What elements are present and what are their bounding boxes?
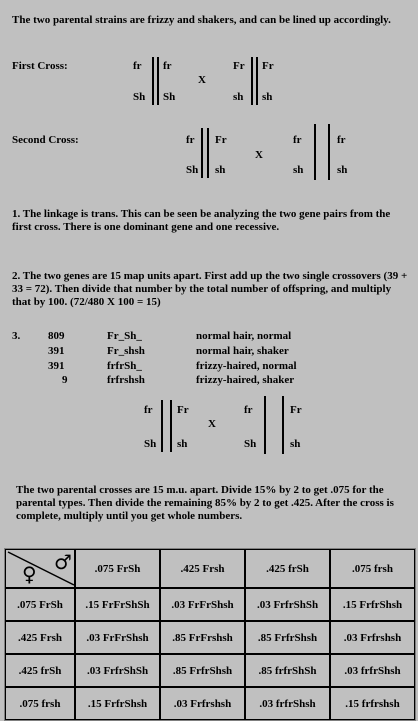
cross-x-symbol: X	[208, 418, 216, 430]
chromosome-bar	[328, 124, 330, 180]
chromosome-bar	[264, 396, 266, 454]
allele-label: sh	[233, 91, 244, 103]
allele-label: Fr	[215, 134, 227, 146]
chromosome-bar	[157, 57, 159, 105]
table-cell: .03 FrFrShsh	[75, 621, 160, 654]
offspring-count: 391	[48, 360, 65, 372]
allele-label: Sh	[186, 164, 199, 176]
offspring-phenotype: frizzy-haired, normal	[196, 360, 297, 372]
allele-label: Fr	[262, 60, 274, 72]
allele-label: sh	[337, 164, 348, 176]
chromosome-bar	[152, 57, 154, 105]
chromosome-bar	[282, 396, 284, 454]
sex-symbols-diagram	[6, 550, 76, 587]
table-cell: .03 frfrShsh	[245, 687, 330, 720]
table-row	[5, 621, 415, 654]
table-cell: .03 Frfrshsh	[330, 621, 415, 654]
offspring-count: 391	[48, 345, 65, 357]
chromosome-bar	[170, 400, 172, 452]
chromosome-bar	[161, 400, 163, 452]
cross-x-symbol: X	[255, 149, 263, 161]
allele-label: Fr	[177, 404, 189, 416]
point-2-text: 2. The two genes are 15 map units apart. First add up the two single crossovers (39 + 33 = 72). Then divide that number by the total number of offspring, and multiply that by 100. (72/480 X 100 = 15)	[12, 270, 408, 308]
female-symbol-icon: ♀	[22, 562, 37, 586]
allele-label: Sh	[144, 438, 157, 450]
table-cell: .03 frfrShsh	[330, 654, 415, 687]
table-cell: .85 FrfrShsh	[245, 621, 330, 654]
allele-label: fr	[186, 134, 195, 146]
table-header-row	[5, 549, 415, 588]
chromosome-bar	[201, 128, 203, 178]
table-row	[5, 687, 415, 720]
table-cell: .03 FrFrShsh	[160, 588, 245, 621]
point-1-text: 1. The linkage is trans. This can be seen be analyzing the two gene pairs from the first cross. There is one dominant gene and one recessive.	[12, 208, 391, 233]
offspring-genotype: Fr_Sh_	[107, 330, 142, 342]
allele-label: fr	[163, 60, 172, 72]
table-cell: .85 FrFrshsh	[160, 621, 245, 654]
chromosome-bar	[314, 124, 316, 180]
cross-x-symbol: X	[198, 74, 206, 86]
table-corner-cell	[5, 549, 75, 588]
allele-label: sh	[215, 164, 226, 176]
allele-label: fr	[144, 404, 153, 416]
point-3-number: 3.	[12, 330, 21, 342]
table-row	[5, 654, 415, 687]
table-cell: .85 FrfrShsh	[160, 654, 245, 687]
allele-label: Sh	[163, 91, 176, 103]
table-cell: .15 FrfrShsh	[75, 687, 160, 720]
allele-label: Fr	[290, 404, 302, 416]
table-cell: .15 frfrshsh	[330, 687, 415, 720]
table-cell: .15 FrfrShsh	[330, 588, 415, 621]
chromosome-bar	[251, 57, 253, 105]
allele-label: Sh	[133, 91, 146, 103]
table-row	[5, 588, 415, 621]
table-cell: .03 Frfrshsh	[160, 687, 245, 720]
allele-label: sh	[262, 91, 273, 103]
allele-label: fr	[244, 404, 253, 416]
table-cell: .03 FrfrShSh	[75, 654, 160, 687]
offspring-genotype: frfrSh_	[107, 360, 142, 372]
offspring-count: 9	[62, 374, 68, 386]
chromosome-bar	[256, 57, 258, 105]
allele-label: sh	[293, 164, 304, 176]
offspring-phenotype: normal hair, shaker	[196, 345, 289, 357]
column-header: .075 FrSh	[75, 549, 160, 588]
allele-label: Fr	[233, 60, 245, 72]
row-header: .425 Frsh	[5, 621, 75, 654]
offspring-genotype: frfrshsh	[107, 374, 145, 386]
column-header: .425 Frsh	[160, 549, 245, 588]
table-cell: .85 frfrShSh	[245, 654, 330, 687]
table-cell: .03 FrfrShSh	[245, 588, 330, 621]
table-cell: .15 FrFrShSh	[75, 588, 160, 621]
chromosome-bar	[207, 128, 209, 178]
allele-label: sh	[290, 438, 301, 450]
column-header: .075 frsh	[330, 549, 415, 588]
allele-label: fr	[337, 134, 346, 146]
second-cross-label: Second Cross:	[12, 134, 79, 146]
intro-text: The two parental strains are frizzy and shakers, and can be lined up accordingly.	[12, 14, 391, 26]
allele-label: fr	[133, 60, 142, 72]
column-header: .425 frSh	[245, 549, 330, 588]
offspring-count: 809	[48, 330, 65, 342]
offspring-phenotype: normal hair, normal	[196, 330, 292, 342]
offspring-genotype: Fr_shsh	[107, 345, 145, 357]
allele-label: sh	[177, 438, 188, 450]
row-header: .075 FrSh	[5, 588, 75, 621]
row-header: .425 frSh	[5, 654, 75, 687]
male-symbol-icon: ♂	[54, 550, 72, 574]
first-cross-label: First Cross:	[12, 60, 68, 72]
allele-label: fr	[293, 134, 302, 146]
allele-label: Sh	[244, 438, 257, 450]
summary-text: The two parental crosses are 15 m.u. apart. Divide 15% by 2 to get .075 for the parental types. Then divide the remaining 85% by 2 to get .425. After the cross is complete, multiply until you get whole numbers.	[16, 484, 394, 522]
punnett-square	[4, 548, 416, 721]
row-header: .075 frsh	[5, 687, 75, 720]
offspring-phenotype: frizzy-haired, shaker	[196, 374, 295, 386]
